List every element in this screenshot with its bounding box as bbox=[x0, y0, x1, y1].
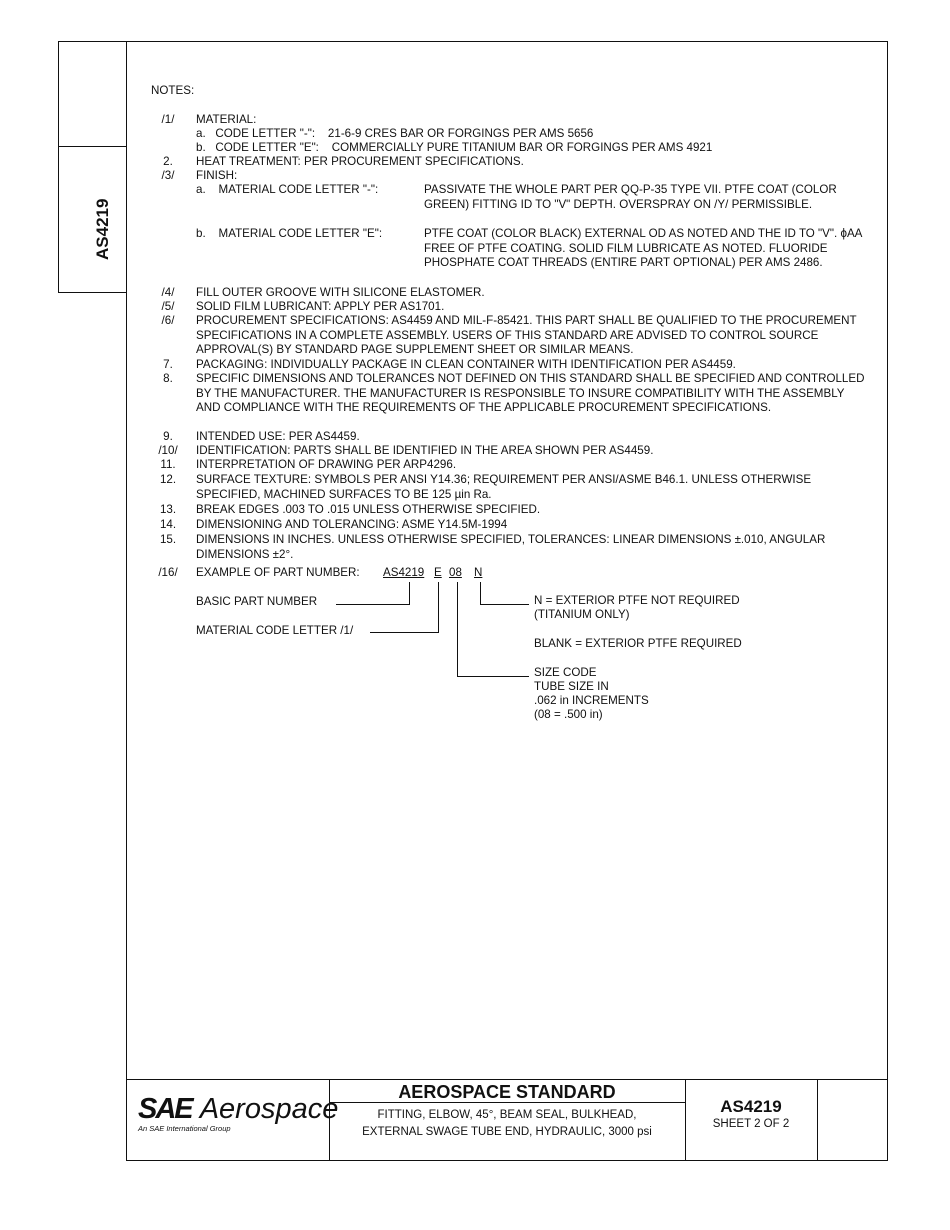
logo-word: Aerospace bbox=[199, 1093, 339, 1125]
label-size-example: (08 = .500 in) bbox=[534, 708, 603, 721]
note-3-number: /3/ bbox=[161, 169, 175, 182]
note-11-number: 11. bbox=[160, 458, 176, 471]
note-16: EXAMPLE OF PART NUMBER: bbox=[196, 566, 360, 579]
note-3b-label: b. MATERIAL CODE LETTER "E": bbox=[196, 227, 383, 240]
leader-basic-horizontal bbox=[336, 604, 410, 605]
note-1-title: MATERIAL: bbox=[196, 113, 257, 126]
note-6-number: /6/ bbox=[161, 314, 175, 327]
leader-basic-vertical bbox=[409, 582, 410, 604]
label-titanium-only: (TITANIUM ONLY) bbox=[534, 608, 630, 621]
sheet-number: SHEET 2 OF 2 bbox=[712, 1118, 790, 1130]
label-n-exterior: N = EXTERIOR PTFE NOT REQUIRED bbox=[534, 594, 740, 607]
label-material-code: MATERIAL CODE LETTER /1/ bbox=[196, 624, 354, 637]
note-2: HEAT TREATMENT: PER PROCUREMENT SPECIFICATIONS. bbox=[196, 155, 524, 168]
leader-material-vertical bbox=[438, 582, 439, 632]
note-7-number: 7. bbox=[163, 358, 173, 371]
side-doc-number: AS4219 bbox=[93, 198, 112, 260]
label-tube-size: TUBE SIZE IN bbox=[534, 680, 609, 693]
label-increments: .062 in INCREMENTS bbox=[534, 694, 649, 707]
description-line-1: FITTING, ELBOW, 45°, BEAM SEAL, BULKHEAD, bbox=[377, 1109, 637, 1121]
note-2-number: 2. bbox=[163, 155, 173, 168]
document-number: AS4219 bbox=[720, 1097, 782, 1116]
note-12: SURFACE TEXTURE: SYMBOLS PER ANSI Y14.36; REQUIREMENT PER ANSI/ASME B46.1. UNLESS OTHERWISE SPECIFIED, MACHINED SURFACES TO BE 125 µin Ra. bbox=[196, 473, 812, 501]
note-5: SOLID FILM LUBRICANT: APPLY PER AS1701. bbox=[196, 300, 445, 313]
note-7: PACKAGING: INDIVIDUALLY PACKAGE IN CLEAN CONTAINER WITH IDENTIFICATION PER AS4459. bbox=[196, 358, 736, 371]
note-12-number: 12. bbox=[159, 473, 177, 486]
pn-material: E bbox=[434, 566, 442, 579]
sae-aerospace-logo bbox=[138, 1093, 338, 1126]
note-1-number: /1/ bbox=[161, 113, 175, 126]
note-13: BREAK EDGES .003 TO .015 UNLESS OTHERWISE SPECIFIED. bbox=[196, 503, 541, 516]
note-13-number: 13. bbox=[159, 503, 177, 516]
note-11: INTERPRETATION OF DRAWING PER ARP4296. bbox=[196, 458, 457, 471]
note-5-number: /5/ bbox=[161, 300, 175, 313]
note-4-number: /4/ bbox=[161, 286, 175, 299]
leader-suffix-vertical bbox=[480, 582, 481, 604]
note-1a: a. CODE LETTER "-": 21-6-9 CRES BAR OR FORGINGS PER AMS 5656 bbox=[196, 127, 594, 140]
notes-heading: NOTES: bbox=[151, 84, 195, 97]
note-10: IDENTIFICATION: PARTS SHALL BE IDENTIFIED IN THE AREA SHOWN PER AS4459. bbox=[196, 444, 654, 457]
note-10-number: /10/ bbox=[158, 444, 178, 457]
pn-basic: AS4219 bbox=[383, 566, 425, 579]
note-15-number: 15. bbox=[159, 533, 177, 546]
side-tab bbox=[58, 41, 127, 293]
logo-brand: SAE bbox=[138, 1093, 192, 1125]
leader-material-horizontal bbox=[370, 632, 439, 633]
note-3b-text: PTFE COAT (COLOR BLACK) EXTERNAL OD AS NOTED AND THE ID TO "V". ϕAA FREE OF PTFE COATING. SOLID FILM LUBRICATE AS NOTED. FLUORIDE PHOSPHATE COAT THREADS (ENTIRE PART OPTIONAL) PER AMS 2486. bbox=[424, 227, 862, 269]
label-basic-part-number: BASIC PART NUMBER bbox=[196, 595, 318, 608]
standard-title: AEROSPACE STANDARD bbox=[398, 1082, 616, 1102]
note-3a-label: a. MATERIAL CODE LETTER "-": bbox=[196, 183, 379, 196]
note-8-number: 8. bbox=[163, 372, 173, 385]
leader-size-vertical bbox=[457, 582, 458, 676]
note-14-number: 14. bbox=[159, 518, 177, 531]
description-line-2: EXTERNAL SWAGE TUBE END, HYDRAULIC, 3000 psi bbox=[362, 1126, 652, 1138]
note-16-number: /16/ bbox=[158, 566, 178, 579]
label-blank: BLANK = EXTERIOR PTFE REQUIRED bbox=[534, 637, 742, 650]
leader-suffix-horizontal bbox=[480, 604, 529, 605]
note-3a-text: PASSIVATE THE WHOLE PART PER QQ-P-35 TYPE VII. PTFE COAT (COLOR GREEN) FITTING ID TO "V" DEPTH. OVERSPRAY ON /Y/ PERMISSIBLE. bbox=[424, 183, 837, 211]
leader-size-horizontal bbox=[457, 676, 529, 677]
note-9: INTENDED USE: PER AS4459. bbox=[196, 430, 360, 443]
side-tab-divider bbox=[59, 146, 127, 147]
part-description bbox=[329, 1107, 685, 1141]
note-4: FILL OUTER GROOVE WITH SILICONE ELASTOMER. bbox=[196, 286, 485, 299]
note-15: DIMENSIONS IN INCHES. UNLESS OTHERWISE SPECIFIED, TOLERANCES: LINEAR DIMENSIONS ±.010, ANGULAR DIMENSIONS ±2°. bbox=[196, 533, 826, 561]
logo-subtitle: An SAE International Group bbox=[138, 1124, 231, 1133]
note-9-number: 9. bbox=[163, 430, 173, 443]
label-size-code: SIZE CODE bbox=[534, 666, 597, 679]
title-block-divider-3 bbox=[817, 1080, 818, 1160]
title-rule bbox=[329, 1102, 685, 1103]
pn-size: 08 bbox=[449, 566, 462, 579]
note-8: SPECIFIC DIMENSIONS AND TOLERANCES NOT DEFINED ON THIS STANDARD SHALL BE SPECIFIED AND CONTROLLED BY THE MANUFACTURER. THE MANUFACTURER IS RESPONSIBLE TO INSURE COMPATIBILITY WITH THE ASSEMBLY AND COMPLIANCE WITH THE REQUIREMENTS OF THE APPLICABLE PROCUREMENT SPECIFICATIONS. bbox=[196, 372, 865, 414]
note-14: DIMENSIONING AND TOLERANCING: ASME Y14.5M-1994 bbox=[196, 518, 508, 531]
note-1b: b. CODE LETTER "E": COMMERCIALLY PURE TITANIUM BAR OR FORGINGS PER AMS 4921 bbox=[196, 141, 713, 154]
pn-suffix: N bbox=[474, 566, 483, 579]
note-6: PROCUREMENT SPECIFICATIONS: AS4459 AND MIL-F-85421. THIS PART SHALL BE QUALIFIED TO THE PROCUREMENT SPECIFICATIONS IN A COMPLETE ASSEMBLY. USERS OF THIS STANDARD ARE ADVISED TO CONTROL SOURCE APPROVAL(S) BY STANDARD PAGE SUPPLEMENT SHEET OR SIMILAR MEANS. bbox=[196, 314, 857, 356]
note-3-title: FINISH: bbox=[196, 169, 238, 182]
